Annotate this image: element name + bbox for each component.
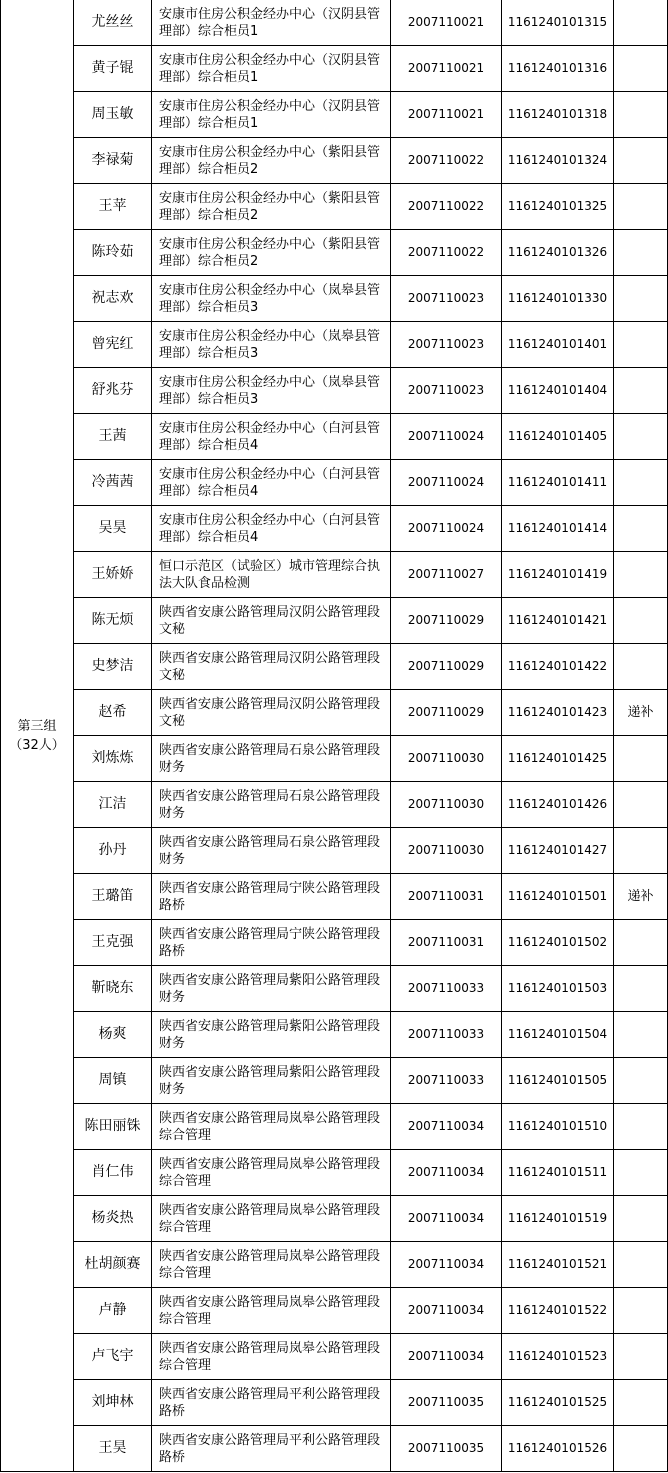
note-cell — [614, 368, 668, 414]
position-code-cell: 2007110034 — [391, 1104, 502, 1150]
position-code-cell: 2007110034 — [391, 1288, 502, 1334]
position-code-cell: 2007110035 — [391, 1426, 502, 1472]
exam-number-cell: 1161240101404 — [502, 368, 614, 414]
table-row — [1, 460, 668, 506]
note-cell — [614, 92, 668, 138]
name-cell: 祝志欢 — [74, 276, 152, 322]
position-cell: 陕西省安康公路管理局石泉公路管理段财务 — [152, 782, 391, 828]
position-cell: 安康市住房公积金经办中心（岚皋县管理部）综合柜员3 — [152, 322, 391, 368]
position-cell: 安康市住房公积金经办中心（紫阳县管理部）综合柜员2 — [152, 230, 391, 276]
position-cell: 安康市住房公积金经办中心（紫阳县管理部）综合柜员2 — [152, 138, 391, 184]
note-cell — [614, 1288, 668, 1334]
note-cell — [614, 460, 668, 506]
name-cell: 杜胡颜赛 — [74, 1242, 152, 1288]
exam-number-cell: 1161240101423 — [502, 690, 614, 736]
position-cell: 陕西省安康公路管理局汉阴公路管理段文秘 — [152, 690, 391, 736]
name-cell: 曾宪红 — [74, 322, 152, 368]
exam-number-cell: 1161240101521 — [502, 1242, 614, 1288]
position-code-cell: 2007110029 — [391, 690, 502, 736]
position-cell: 陕西省安康公路管理局石泉公路管理段财务 — [152, 828, 391, 874]
note-cell — [614, 1012, 668, 1058]
position-code-cell: 2007110030 — [391, 736, 502, 782]
position-cell: 安康市住房公积金经办中心（汉阴县管理部）综合柜员1 — [152, 92, 391, 138]
table-row — [1, 184, 668, 230]
exam-number-cell: 1161240101421 — [502, 598, 614, 644]
position-code-cell: 2007110034 — [391, 1242, 502, 1288]
name-cell: 冷茜茜 — [74, 460, 152, 506]
table-row — [1, 414, 668, 460]
position-cell: 安康市住房公积金经办中心（汉阴县管理部）综合柜员1 — [152, 0, 391, 46]
position-code-cell: 2007110029 — [391, 644, 502, 690]
exam-number-cell: 1161240101510 — [502, 1104, 614, 1150]
position-code-cell: 2007110033 — [391, 966, 502, 1012]
note-cell — [614, 138, 668, 184]
exam-number-cell: 1161240101504 — [502, 1012, 614, 1058]
table-row — [1, 1012, 668, 1058]
position-cell: 陕西省安康公路管理局宁陕公路管理段路桥 — [152, 874, 391, 920]
name-cell: 陈玲茹 — [74, 230, 152, 276]
table-row — [1, 920, 668, 966]
table-row — [1, 644, 668, 690]
table-row — [1, 276, 668, 322]
exam-number-cell: 1161240101501 — [502, 874, 614, 920]
name-cell: 王娇娇 — [74, 552, 152, 598]
position-cell: 陕西省安康公路管理局岚皋公路管理段综合管理 — [152, 1104, 391, 1150]
position-code-cell: 2007110021 — [391, 0, 502, 46]
table-row — [1, 368, 668, 414]
table-row — [1, 552, 668, 598]
position-cell: 陕西省安康公路管理局平利公路管理段路桥 — [152, 1426, 391, 1472]
exam-number-cell: 1161240101522 — [502, 1288, 614, 1334]
table-row — [1, 1334, 668, 1380]
position-cell: 陕西省安康公路管理局岚皋公路管理段综合管理 — [152, 1242, 391, 1288]
position-cell: 安康市住房公积金经办中心（紫阳县管理部）综合柜员2 — [152, 184, 391, 230]
group-count: （32人） — [9, 737, 65, 753]
group-label: 第三组 — [17, 718, 57, 734]
position-cell: 陕西省安康公路管理局紫阳公路管理段财务 — [152, 966, 391, 1012]
position-code-cell: 2007110027 — [391, 552, 502, 598]
name-cell: 肖仁伟 — [74, 1150, 152, 1196]
note-cell — [614, 230, 668, 276]
exam-number-cell: 1161240101414 — [502, 506, 614, 552]
exam-number-cell: 1161240101318 — [502, 92, 614, 138]
note-cell — [614, 828, 668, 874]
position-code-cell: 2007110029 — [391, 598, 502, 644]
table-row — [1, 138, 668, 184]
table-row — [1, 1380, 668, 1426]
table-row — [1, 0, 668, 46]
position-cell: 陕西省安康公路管理局石泉公路管理段财务 — [152, 736, 391, 782]
note-cell — [614, 1058, 668, 1104]
position-code-cell: 2007110034 — [391, 1150, 502, 1196]
exam-number-cell: 1161240101425 — [502, 736, 614, 782]
exam-number-cell: 1161240101422 — [502, 644, 614, 690]
exam-number-cell: 1161240101330 — [502, 276, 614, 322]
note-cell — [614, 1196, 668, 1242]
name-cell: 杨炎热 — [74, 1196, 152, 1242]
name-cell: 周镇 — [74, 1058, 152, 1104]
position-code-cell: 2007110021 — [391, 46, 502, 92]
name-cell: 陈田丽铢 — [74, 1104, 152, 1150]
note-cell — [614, 322, 668, 368]
name-cell: 王茜 — [74, 414, 152, 460]
note-cell — [614, 736, 668, 782]
name-cell: 卢飞宇 — [74, 1334, 152, 1380]
note-cell — [614, 46, 668, 92]
exam-number-cell: 1161240101326 — [502, 230, 614, 276]
table-row — [1, 782, 668, 828]
position-code-cell: 2007110023 — [391, 276, 502, 322]
exam-number-cell: 1161240101325 — [502, 184, 614, 230]
note-cell — [614, 184, 668, 230]
exam-number-cell: 1161240101405 — [502, 414, 614, 460]
table-row — [1, 1104, 668, 1150]
position-cell: 陕西省安康公路管理局宁陕公路管理段路桥 — [152, 920, 391, 966]
note-cell — [614, 1104, 668, 1150]
note-cell — [614, 920, 668, 966]
exam-number-cell: 1161240101411 — [502, 460, 614, 506]
name-cell: 王克强 — [74, 920, 152, 966]
exam-number-cell: 1161240101401 — [502, 322, 614, 368]
position-code-cell: 2007110022 — [391, 138, 502, 184]
position-cell: 陕西省安康公路管理局汉阴公路管理段文秘 — [152, 644, 391, 690]
name-cell: 黄子锟 — [74, 46, 152, 92]
name-cell: 舒兆芬 — [74, 368, 152, 414]
name-cell: 靳晓东 — [74, 966, 152, 1012]
table-row — [1, 1196, 668, 1242]
position-code-cell: 2007110035 — [391, 1380, 502, 1426]
position-code-cell: 2007110030 — [391, 828, 502, 874]
exam-number-cell: 1161240101519 — [502, 1196, 614, 1242]
note-cell — [614, 598, 668, 644]
table-row — [1, 506, 668, 552]
position-code-cell: 2007110031 — [391, 874, 502, 920]
table-row — [1, 92, 668, 138]
position-cell: 陕西省安康公路管理局岚皋公路管理段综合管理 — [152, 1334, 391, 1380]
position-code-cell: 2007110023 — [391, 322, 502, 368]
note-cell — [614, 1242, 668, 1288]
table-row — [1, 1242, 668, 1288]
position-cell: 陕西省安康公路管理局岚皋公路管理段综合管理 — [152, 1150, 391, 1196]
position-code-cell: 2007110023 — [391, 368, 502, 414]
position-code-cell: 2007110033 — [391, 1058, 502, 1104]
table-row — [1, 322, 668, 368]
table-row — [1, 1058, 668, 1104]
name-cell: 刘炼炼 — [74, 736, 152, 782]
group-cell — [1, 0, 74, 1472]
position-cell: 陕西省安康公路管理局紫阳公路管理段财务 — [152, 1012, 391, 1058]
exam-number-cell: 1161240101525 — [502, 1380, 614, 1426]
position-code-cell: 2007110022 — [391, 230, 502, 276]
note-cell — [614, 276, 668, 322]
position-cell: 恒口示范区（试验区）城市管理综合执法大队食品检测 — [152, 552, 391, 598]
exam-number-cell: 1161240101427 — [502, 828, 614, 874]
position-code-cell: 2007110024 — [391, 460, 502, 506]
position-cell: 陕西省安康公路管理局平利公路管理段路桥 — [152, 1380, 391, 1426]
exam-number-cell: 1161240101426 — [502, 782, 614, 828]
table-row — [1, 828, 668, 874]
position-code-cell: 2007110022 — [391, 184, 502, 230]
name-cell: 史梦洁 — [74, 644, 152, 690]
position-cell: 陕西省安康公路管理局紫阳公路管理段财务 — [152, 1058, 391, 1104]
position-code-cell: 2007110021 — [391, 92, 502, 138]
position-cell: 安康市住房公积金经办中心（汉阴县管理部）综合柜员1 — [152, 46, 391, 92]
exam-number-cell: 1161240101502 — [502, 920, 614, 966]
note-cell — [614, 0, 668, 46]
position-cell: 安康市住房公积金经办中心（岚皋县管理部）综合柜员3 — [152, 368, 391, 414]
name-cell: 陈无烦 — [74, 598, 152, 644]
name-cell: 王璐笛 — [74, 874, 152, 920]
note-cell — [614, 1380, 668, 1426]
table-row — [1, 598, 668, 644]
position-code-cell: 2007110034 — [391, 1334, 502, 1380]
note-cell: 递补 — [614, 874, 668, 920]
table-row — [1, 966, 668, 1012]
name-cell: 杨爽 — [74, 1012, 152, 1058]
position-code-cell: 2007110024 — [391, 414, 502, 460]
position-code-cell: 2007110031 — [391, 920, 502, 966]
table-row — [1, 1288, 668, 1334]
name-cell: 王昊 — [74, 1426, 152, 1472]
name-cell: 赵希 — [74, 690, 152, 736]
note-cell — [614, 414, 668, 460]
position-cell: 安康市住房公积金经办中心（白河县管理部）综合柜员4 — [152, 506, 391, 552]
position-code-cell: 2007110030 — [391, 782, 502, 828]
table-row — [1, 690, 668, 736]
name-cell: 孙丹 — [74, 828, 152, 874]
name-cell: 李禄菊 — [74, 138, 152, 184]
position-cell: 安康市住房公积金经办中心（白河县管理部）综合柜员4 — [152, 460, 391, 506]
position-cell: 陕西省安康公路管理局汉阴公路管理段文秘 — [152, 598, 391, 644]
exam-number-cell: 1161240101315 — [502, 0, 614, 46]
name-cell: 周玉敏 — [74, 92, 152, 138]
table-row — [1, 1426, 668, 1472]
exam-number-cell: 1161240101419 — [502, 552, 614, 598]
name-cell: 卢静 — [74, 1288, 152, 1334]
table-body — [1, 0, 668, 1472]
note-cell — [614, 1150, 668, 1196]
note-cell — [614, 506, 668, 552]
table-row — [1, 1150, 668, 1196]
exam-number-cell: 1161240101526 — [502, 1426, 614, 1472]
table-row — [1, 874, 668, 920]
exam-number-cell: 1161240101511 — [502, 1150, 614, 1196]
exam-number-cell: 1161240101503 — [502, 966, 614, 1012]
name-cell: 吴昊 — [74, 506, 152, 552]
table-row — [1, 46, 668, 92]
name-cell: 尤丝丝 — [74, 0, 152, 46]
exam-number-cell: 1161240101324 — [502, 138, 614, 184]
note-cell: 递补 — [614, 690, 668, 736]
note-cell — [614, 966, 668, 1012]
position-cell: 陕西省安康公路管理局岚皋公路管理段综合管理 — [152, 1196, 391, 1242]
exam-number-cell: 1161240101523 — [502, 1334, 614, 1380]
position-cell: 安康市住房公积金经办中心（白河县管理部）综合柜员4 — [152, 414, 391, 460]
note-cell — [614, 644, 668, 690]
position-code-cell: 2007110034 — [391, 1196, 502, 1242]
name-cell: 王苹 — [74, 184, 152, 230]
note-cell — [614, 782, 668, 828]
note-cell — [614, 552, 668, 598]
position-cell: 陕西省安康公路管理局岚皋公路管理段综合管理 — [152, 1288, 391, 1334]
name-cell: 江洁 — [74, 782, 152, 828]
position-cell: 安康市住房公积金经办中心（岚皋县管理部）综合柜员3 — [152, 276, 391, 322]
position-code-cell: 2007110033 — [391, 1012, 502, 1058]
exam-number-cell: 1161240101505 — [502, 1058, 614, 1104]
table-row — [1, 736, 668, 782]
note-cell — [614, 1426, 668, 1472]
position-code-cell: 2007110024 — [391, 506, 502, 552]
name-cell: 刘坤林 — [74, 1380, 152, 1426]
table-row — [1, 230, 668, 276]
exam-number-cell: 1161240101316 — [502, 46, 614, 92]
note-cell — [614, 1334, 668, 1380]
